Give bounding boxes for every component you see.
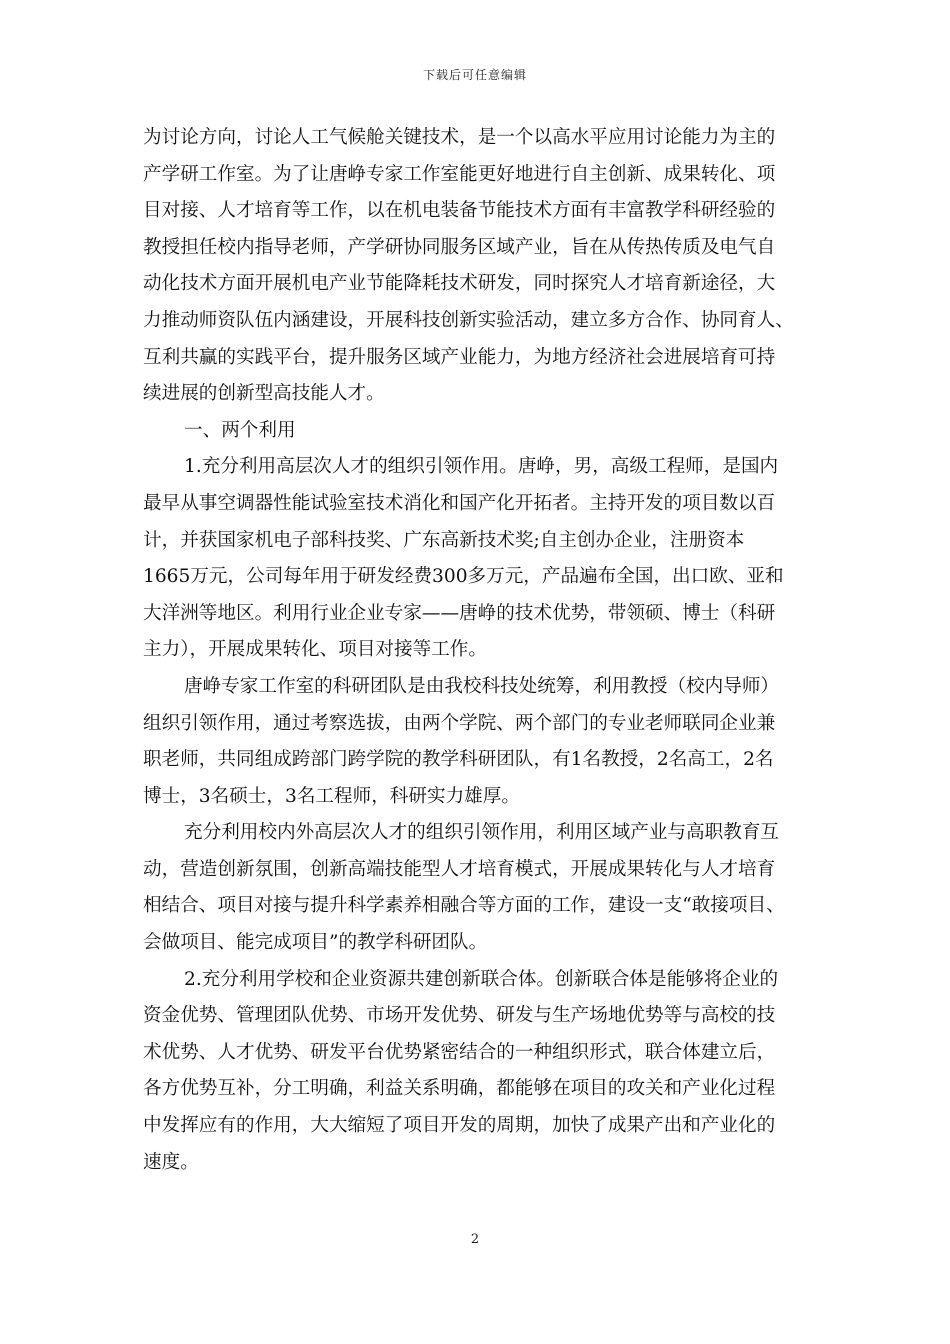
text-line: 最早从事空调器性能试验室技术消化和国产化开拓者。主持开发的项目数以百 [143, 492, 776, 514]
text-line: 大洋洲等地区。利用行业企业专家——唐峥的技术优势，带领硕、博士（科研 [143, 602, 776, 624]
text-line: 速度。 [143, 1151, 199, 1173]
text-line: 中发挥应有的作用，大大缩短了项目开发的周期，加快了成果产出和产业化的 [143, 1115, 776, 1137]
text-line: 动化技术方面开展机电产业节能降耗技术研发，同时探究人才培育新途径，大 [143, 273, 776, 295]
text-line: 产学研工作室。为了让唐峥专家工作室能更好地进行自主创新、成果转化、项 [143, 163, 776, 185]
text-line: 动，营造创新氛围，创新高端技能型人才培育模式，开展成果转化与人才培育 [143, 858, 776, 880]
text-line: 续进展的创新型高技能人才。 [143, 383, 385, 405]
text-line: 为讨论方向，讨论人工气候舱关键技术，是一个以高水平应用讨论能力为主的 [143, 127, 776, 148]
text-line: 各方优势互补，分工明确，利益关系明确，都能够在项目的攻关和产业化过程 [143, 1078, 776, 1100]
text-line: 一、两个利用 [184, 419, 296, 441]
text-line: 2.充分利用学校和企业资源共建创新联合体。创新联合体是能够将企业的 [184, 968, 779, 990]
text-line: 术优势、人才优势、研发平台优势紧密结合的一种组织形式，联合体建立后， [143, 1041, 776, 1063]
text-line: 组织引领作用，通过考察选拔，由两个学院、两个部门的专业老师联同企业兼 [143, 712, 776, 734]
text-line: 博士，3名硕士，3名工程师，科研实力雄厚。 [143, 785, 520, 807]
text-line: 唐峥专家工作室的科研团队是由我校科技处统筹，利用教授（校内导师） [184, 675, 780, 697]
page-header: 下载后可任意编辑 [422, 68, 527, 82]
text-line: 会做项目、能完成项目”的教学科研团队。 [143, 932, 488, 954]
document-body [143, 120, 808, 1181]
text-line: 互利共赢的实践平台，提升服务区域产业能力，为地方经济社会进展培育可持 [143, 346, 776, 368]
page-number: 2 [470, 1232, 480, 1247]
text-line: 1665万元，公司每年用于研发经费300多万元，产品遍布全国，出口欧、亚和 [143, 566, 784, 588]
text-line: 职老师，共同组成跨部门跨学院的教学科研团队，有1名教授，2名高工，2名 [143, 749, 774, 771]
text-line: 相结合、项目对接与提升科学素养相融合等方面的工作，建设一支“敢接项目、 [143, 895, 785, 917]
text-line: 教授担任校内指导老师，产学研协同服务区域产业，旨在从传热传质及电气自 [143, 236, 776, 258]
text-line: 主力），开展成果转化、项目对接等工作。 [143, 639, 487, 661]
text-line: 目对接、人才培育等工作，以在机电装备节能技术方面有丰富教学科研经验的 [143, 200, 776, 222]
text-line: 充分利用校内外高层次人才的组织引领作用，利用区域产业与高职教育互 [184, 822, 780, 844]
text-line: 1.充分利用高层次人才的组织引领作用。唐峥，男，高级工程师，是国内 [184, 456, 779, 478]
text-line: 资金优势、管理团队优势、市场开发优势、研发与生产场地优势等与高校的技 [143, 1005, 776, 1027]
text-line: 力推动师资队伍内涵建设，开展科技创新实验活动，建立多方合作、协同育人、 [143, 309, 794, 331]
text-line: 计，并获国家机电子部科技奖、广东高新技术奖;自主创办企业，注册资本 [143, 529, 745, 551]
